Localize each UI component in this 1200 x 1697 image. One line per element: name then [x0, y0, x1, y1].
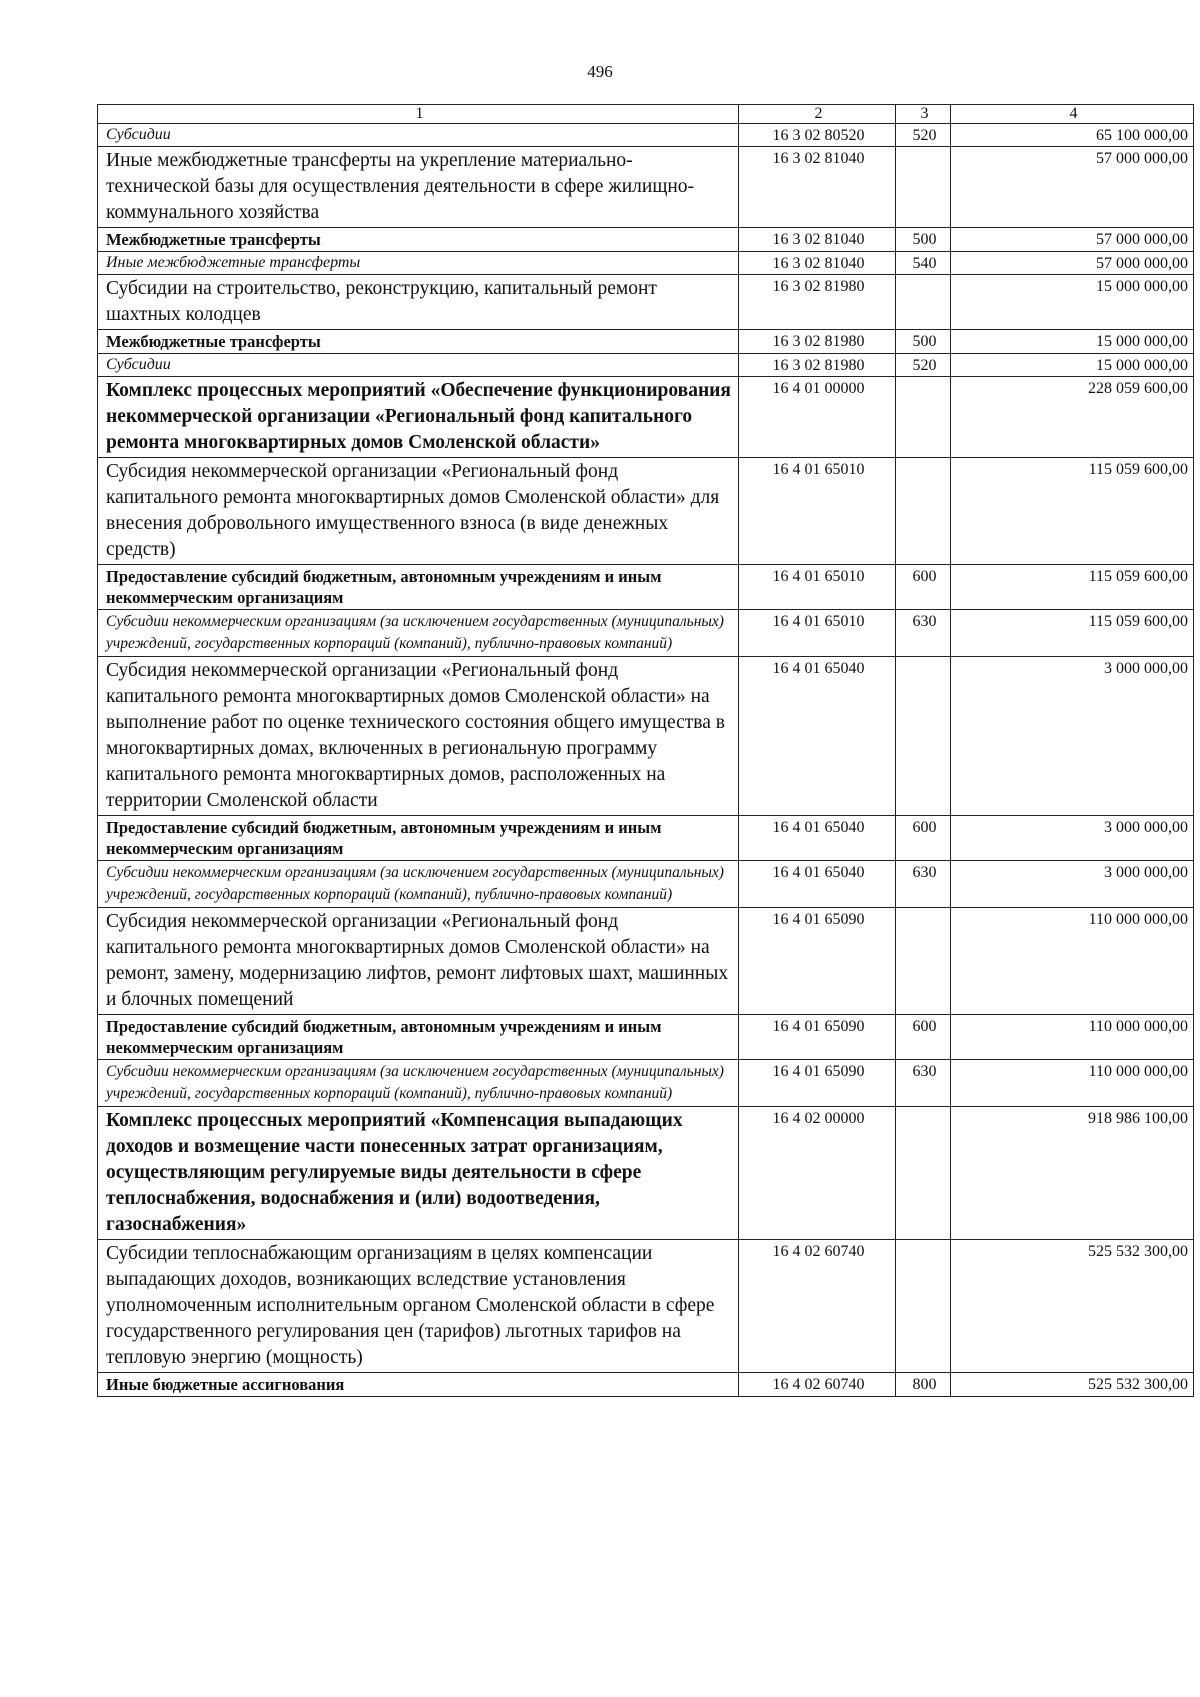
row-code-cell: 16 4 02 00000 — [739, 1107, 896, 1240]
row-amount-cell: 115 059 600,00 — [951, 565, 1194, 610]
table-row — [98, 252, 1194, 275]
row-name-cell: Субсидия некоммерческой организации «Региональный фонд капитального ремонта многоквартирных домов Смоленской области» на ремонт, замену, модернизацию лифтов, ремонт лифтовых шахт, машинных и блочных помещений — [98, 908, 739, 1015]
row-type-cell: 600 — [896, 565, 951, 610]
row-code-cell: 16 4 02 60740 — [739, 1373, 896, 1397]
row-type-cell — [896, 1107, 951, 1240]
row-type-cell: 520 — [896, 354, 951, 377]
row-amount-cell: 918 986 100,00 — [951, 1107, 1194, 1240]
row-type-cell: 500 — [896, 330, 951, 354]
row-code-cell: 16 4 02 60740 — [739, 1240, 896, 1373]
row-code-cell: 16 3 02 81980 — [739, 354, 896, 377]
table-row — [98, 908, 1194, 1015]
row-amount-cell: 228 059 600,00 — [951, 377, 1194, 458]
row-name-cell: Субсидия некоммерческой организации «Региональный фонд капитального ремонта многоквартирных домов Смоленской области» на выполнение работ по оценке технического состояния общего имущества в многоквартирных домах, включенных в региональную программу капитального ремонта многоквартирных домов, расположенных на территории Смоленской области — [98, 657, 739, 816]
row-amount-cell: 110 000 000,00 — [951, 908, 1194, 1015]
row-amount-cell: 57 000 000,00 — [951, 147, 1194, 228]
table-row — [98, 377, 1194, 458]
row-amount-cell: 115 059 600,00 — [951, 610, 1194, 657]
row-amount-cell: 65 100 000,00 — [951, 124, 1194, 147]
row-code-cell: 16 4 01 65010 — [739, 565, 896, 610]
row-code-cell: 16 3 02 81980 — [739, 275, 896, 330]
row-name-cell: Субсидии некоммерческим организациям (за исключением государственных (муниципальных) учреждений, государственных корпораций (компаний), публично-правовых компаний) — [98, 861, 739, 908]
table-row — [98, 1373, 1194, 1397]
row-amount-cell: 525 532 300,00 — [951, 1240, 1194, 1373]
row-code-cell: 16 4 01 65040 — [739, 657, 896, 816]
row-code-cell: 16 4 01 65010 — [739, 458, 896, 565]
row-amount-cell: 3 000 000,00 — [951, 861, 1194, 908]
table-row — [98, 1240, 1194, 1373]
row-name-cell: Субсидии теплоснабжающим организациям в целях компенсации выпадающих доходов, возникающих вследствие установления уполномоченным исполнительным органом Смоленской области в сфере государственного регулирования цен (тарифов) льготных тарифов на тепловую энергию (мощность) — [98, 1240, 739, 1373]
row-type-cell — [896, 458, 951, 565]
row-code-cell: 16 4 01 65010 — [739, 610, 896, 657]
row-type-cell: 540 — [896, 252, 951, 275]
row-amount-cell: 3 000 000,00 — [951, 657, 1194, 816]
row-name-cell: Предоставление субсидий бюджетным, автономным учреждениям и иным некоммерческим организациям — [98, 565, 739, 610]
row-type-cell: 630 — [896, 1060, 951, 1107]
table-row — [98, 354, 1194, 377]
table-row — [98, 1015, 1194, 1060]
row-type-cell — [896, 908, 951, 1015]
table-row — [98, 816, 1194, 861]
table-row — [98, 275, 1194, 330]
row-amount-cell: 110 000 000,00 — [951, 1060, 1194, 1107]
header-col-3: 3 — [896, 105, 951, 124]
table-row — [98, 147, 1194, 228]
row-name-cell: Субсидии на строительство, реконструкцию, капитальный ремонт шахтных колодцев — [98, 275, 739, 330]
row-type-cell: 520 — [896, 124, 951, 147]
row-code-cell: 16 4 01 00000 — [739, 377, 896, 458]
row-code-cell: 16 3 02 80520 — [739, 124, 896, 147]
row-name-cell: Комплекс процессных мероприятий «Компенсация выпадающих доходов и возмещение части понесенных затрат организациям, осуществляющим регулируемые виды деятельности в сфере теплоснабжения, водоснабжения и (или) водоотведения, газоснабжения» — [98, 1107, 739, 1240]
row-type-cell: 600 — [896, 816, 951, 861]
row-type-cell — [896, 657, 951, 816]
row-amount-cell: 3 000 000,00 — [951, 816, 1194, 861]
header-col-2: 2 — [739, 105, 896, 124]
row-amount-cell: 15 000 000,00 — [951, 275, 1194, 330]
row-code-cell: 16 3 02 81040 — [739, 147, 896, 228]
row-code-cell: 16 4 01 65090 — [739, 1015, 896, 1060]
row-type-cell — [896, 275, 951, 330]
row-code-cell: 16 3 02 81980 — [739, 330, 896, 354]
row-amount-cell: 57 000 000,00 — [951, 228, 1194, 252]
table-row — [98, 657, 1194, 816]
header-col-1: 1 — [98, 105, 739, 124]
row-name-cell: Иные бюджетные ассигнования — [98, 1373, 739, 1397]
row-code-cell: 16 4 01 65090 — [739, 1060, 896, 1107]
row-type-cell — [896, 377, 951, 458]
row-amount-cell: 57 000 000,00 — [951, 252, 1194, 275]
table-row — [98, 861, 1194, 908]
table-row — [98, 565, 1194, 610]
row-code-cell: 16 3 02 81040 — [739, 228, 896, 252]
budget-table — [97, 104, 1194, 1397]
row-name-cell: Иные межбюджетные трансферты — [98, 252, 739, 275]
row-code-cell: 16 4 01 65040 — [739, 816, 896, 861]
page-number: 496 — [587, 62, 613, 81]
row-type-cell — [896, 147, 951, 228]
table-row — [98, 1107, 1194, 1240]
row-amount-cell: 15 000 000,00 — [951, 330, 1194, 354]
row-name-cell: Субсидии некоммерческим организациям (за исключением государственных (муниципальных) учреждений, государственных корпораций (компаний), публично-правовых компаний) — [98, 610, 739, 657]
table-row — [98, 610, 1194, 657]
row-name-cell: Межбюджетные трансферты — [98, 228, 739, 252]
table-row — [98, 1060, 1194, 1107]
row-name-cell: Субсидии некоммерческим организациям (за исключением государственных (муниципальных) учреждений, государственных корпораций (компаний), публично-правовых компаний) — [98, 1060, 739, 1107]
table-header-row — [98, 105, 1194, 124]
row-name-cell: Предоставление субсидий бюджетным, автономным учреждениям и иным некоммерческим организациям — [98, 1015, 739, 1060]
row-amount-cell: 115 059 600,00 — [951, 458, 1194, 565]
row-name-cell: Межбюджетные трансферты — [98, 330, 739, 354]
row-amount-cell: 15 000 000,00 — [951, 354, 1194, 377]
row-type-cell: 600 — [896, 1015, 951, 1060]
table-row — [98, 330, 1194, 354]
row-name-cell: Субсидии — [98, 354, 739, 377]
row-type-cell: 500 — [896, 228, 951, 252]
row-name-cell: Субсидии — [98, 124, 739, 147]
row-name-cell: Комплекс процессных мероприятий «Обеспечение функционирования некоммерческой организации «Региональный фонд капитального ремонта многоквартирных домов Смоленской области» — [98, 377, 739, 458]
row-code-cell: 16 4 01 65090 — [739, 908, 896, 1015]
row-type-cell: 630 — [896, 861, 951, 908]
table-row — [98, 458, 1194, 565]
row-name-cell: Субсидия некоммерческой организации «Региональный фонд капитального ремонта многоквартирных домов Смоленской области» для внесения добровольного имущественного взноса (в виде денежных средств) — [98, 458, 739, 565]
table-row — [98, 228, 1194, 252]
header-col-4: 4 — [951, 105, 1194, 124]
row-code-cell: 16 3 02 81040 — [739, 252, 896, 275]
table-body — [98, 105, 1194, 1397]
row-name-cell: Иные межбюджетные трансферты на укрепление материально-технической базы для осуществления деятельности в сфере жилищно-коммунального хозяйства — [98, 147, 739, 228]
row-amount-cell: 110 000 000,00 — [951, 1015, 1194, 1060]
row-type-cell: 630 — [896, 610, 951, 657]
row-type-cell: 800 — [896, 1373, 951, 1397]
row-name-cell: Предоставление субсидий бюджетным, автономным учреждениям и иным некоммерческим организациям — [98, 816, 739, 861]
row-type-cell — [896, 1240, 951, 1373]
table-row — [98, 124, 1194, 147]
row-code-cell: 16 4 01 65040 — [739, 861, 896, 908]
row-amount-cell: 525 532 300,00 — [951, 1373, 1194, 1397]
